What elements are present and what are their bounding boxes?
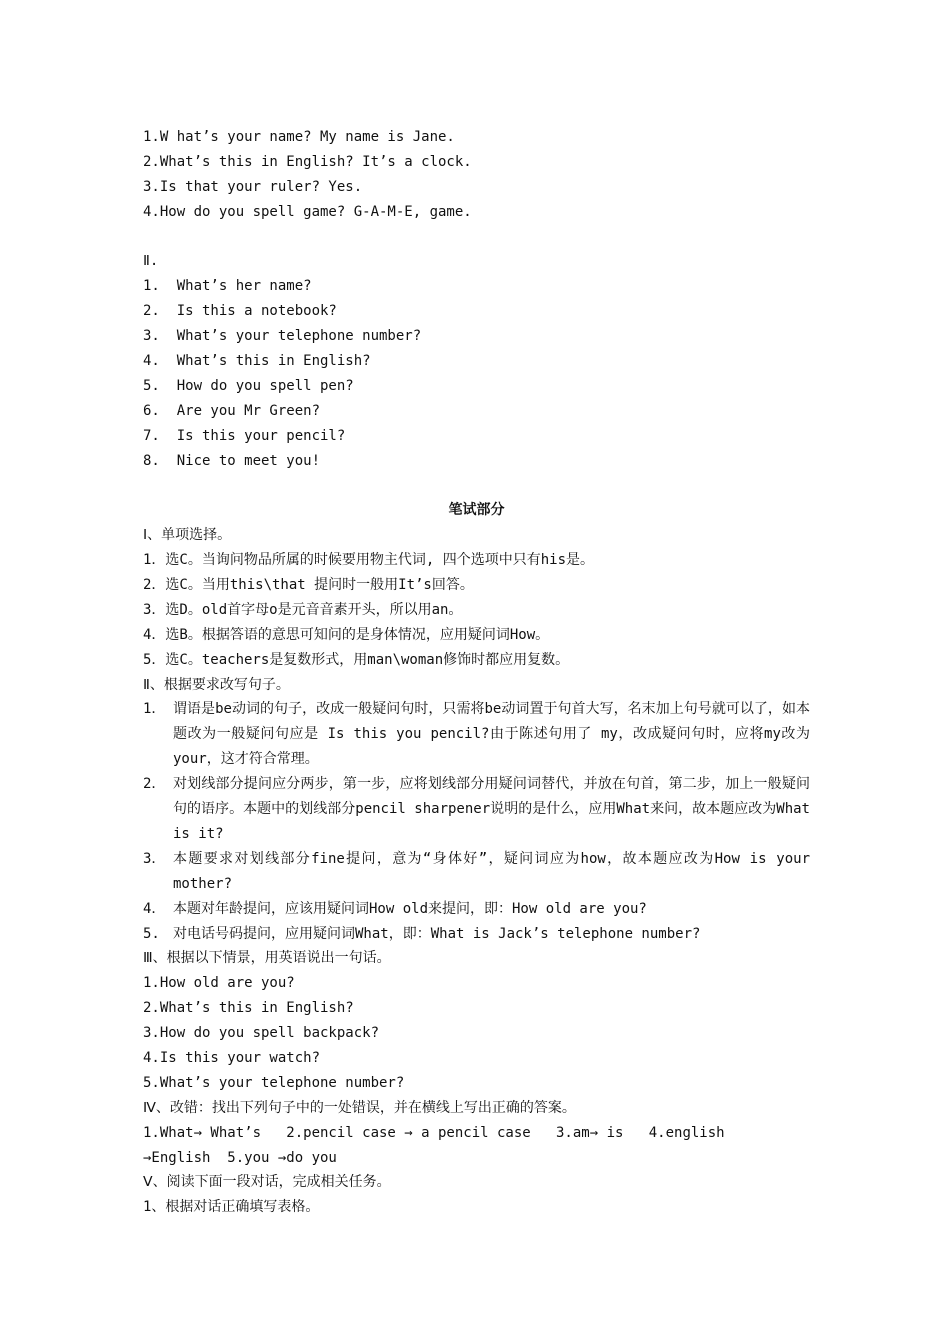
s2-item-number: 1． [143, 701, 166, 718]
part2-item-1: 1. What’s her name? [143, 278, 312, 295]
s2-item-text: 谓语是be动词的句子，改成一般疑问句时，只需将be动词置于句首大写，名末加上句号就可以了，如本题改为一般疑问句应是 Is this you pencil?由于陈述句用了 my，改成疑问句时，应将my改为your，这才符合常理。 [173, 701, 810, 768]
s2-item-3 [143, 847, 810, 897]
s2-item-number: 3． [143, 850, 166, 867]
s4-corrections-line-1: 1.What→ What’s 2.pencil case → a pencil case 3.am→ is 4.english [143, 1124, 725, 1141]
listening-answer-1: 1.W hat’s your name? My name is Jane. [143, 129, 455, 145]
part2-item-4: 4. What’s this in English? [143, 353, 371, 370]
listening-answer-4: 4.How do you spell game? G-A-M-E, game. [143, 203, 472, 220]
s1-item-5: 5．选C。teachers是复数形式，用man\woman修饰时都应用复数。 [143, 651, 570, 668]
s2-item-2 [143, 772, 810, 847]
section-heading-s5: Ⅴ、阅读下面一段对话，完成相关任务。 [143, 1174, 391, 1191]
s3-item-2: 2.What’s this in English? [143, 1000, 354, 1017]
section-heading-part2: Ⅱ. [143, 253, 159, 270]
s5-subtask-1: 1、根据对话正确填写表格。 [143, 1199, 320, 1216]
s2-item-5 [143, 922, 810, 947]
written-section-title: 笔试部分 [448, 502, 505, 519]
s4-corrections-line-2: →English 5.you →do you [143, 1149, 337, 1166]
s1-item-4: 4．选B。根据答语的意思可知问的是身体情况，应用疑问词How。 [143, 626, 550, 643]
s2-item-number: 2． [143, 776, 166, 793]
s2-item-text: 本题对年龄提问，应该用疑问词How old来提问，即：How old are you? [173, 900, 647, 917]
part2-item-6: 6. Are you Mr Green? [143, 402, 321, 419]
section-heading-s2: Ⅱ、根据要求改写句子。 [143, 676, 290, 693]
s2-item-4 [143, 897, 810, 922]
answer-key-content [143, 125, 810, 1220]
section-heading-s3: Ⅲ、根据以下情景，用英语说出一句话。 [143, 950, 391, 967]
part2-item-8: 8. Nice to meet you! [143, 452, 321, 469]
part1-letter-answers [143, 225, 810, 250]
s2-item-number: 4． [143, 900, 166, 917]
s3-item-5: 5.What’s your telephone number? [143, 1074, 405, 1091]
s1-item-2: 2．选C。当用this\that 提问时一般用It’s回答。 [143, 577, 474, 594]
part2-letter-answers [143, 473, 810, 498]
s2-item-text: 对电话号码提问，应用疑问词What，即：What is Jack’s telephone number? [173, 925, 701, 942]
s2-item-1 [143, 697, 810, 772]
s3-item-1: 1.How old are you? [143, 975, 295, 992]
part2-item-5: 5. How do you spell pen? [143, 377, 354, 394]
section-heading-s1: Ⅰ、单项选择。 [143, 527, 232, 544]
s1-item-3: 3．选D。old首字母o是元音音素开头，所以用an。 [143, 601, 463, 618]
s2-item-number: 5. [143, 925, 160, 942]
s2-item-text: 本题要求对划线部分fine提问，意为“身体好”，疑问词应为how，故本题应改为How is your mother? [173, 850, 810, 892]
part2-item-3: 3. What’s your telephone number? [143, 328, 422, 345]
part2-item-7: 7. Is this your pencil? [143, 427, 346, 444]
s3-item-3: 3.How do you spell backpack? [143, 1025, 380, 1042]
part2-item-2: 2. Is this a notebook? [143, 303, 337, 320]
s1-item-1: 1．选C。当询问物品所属的时候要用物主代词, 四个选项中只有his是。 [143, 552, 594, 569]
s2-item-text: 对划线部分提问应分两步，第一步，应将划线部分用疑问词替代，并放在句首，第二步，加上一般疑问句的语序。本题中的划线部分pencil sharpener说明的是什么，应用What来问，故本题应改为What is it? [173, 776, 810, 842]
listening-answer-3: 3.Is that your ruler? Yes. [143, 178, 363, 195]
listening-answer-2: 2.What’s this in English? It’s a clock. [143, 153, 472, 170]
section-heading-s4: Ⅳ、改错：找出下列句子中的一处错误，并在横线上写出正确的答案。 [143, 1099, 576, 1116]
s3-item-4: 4.Is this your watch? [143, 1050, 321, 1066]
